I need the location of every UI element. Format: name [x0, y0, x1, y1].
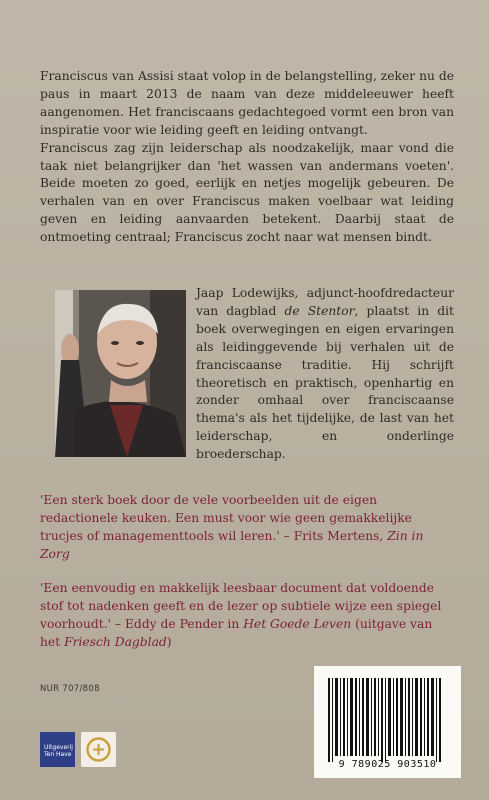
intro-text	[40, 68, 454, 247]
quote-2-source-2: Friesch Dagblad	[64, 634, 167, 649]
isbn-barcode	[314, 666, 461, 778]
bio-rest: , plaatst in dit boek overwegingen en eigen ervaringen als leidinggevende bij verhalen uit de franciscaanse traditie. Hij schrijft theoretisch en praktisch, openhartig en zonder omhaal over franciscaanse thema's als het tijdelijke, de last van het leiderschap, en onderlinge broederschap.	[196, 303, 454, 462]
intro-paragraph-1: Franciscus van Assisi staat volop in de belangstelling, zeker nu de paus in maart 2013 de naam van deze middeleeuwer heeft aangenomen. Het franciscaans gedachtegoed vormt een bron van inspiratie voor wie leiding geeft en leiding ontvangt.	[40, 69, 454, 137]
bio-lead: Jaap Lodewijks, adjunct-hoofdredacteur van dagblad	[196, 286, 454, 318]
review-quote-2	[40, 580, 454, 652]
seal-logo-graphic	[81, 732, 116, 767]
publisher-logo	[40, 732, 75, 767]
intro-paragraph-2: Franciscus zag zijn leiderschap als noodzakelijk, maar vond die taak niet belangrijker dan 'het wassen van andermans voeten'. Beide moeten zo goed, eerlijk en netjes mogelijk gebeuren. De verhalen van en over Franciscus maken voelbaar wat leiding geven en leiding aanvaarden betekent. Daarbij staat de ontmoeting centraal; Franciscus zocht naar wat mensen bindt.	[40, 140, 454, 245]
publisher-logo-text: Uitgeverij Ten Have	[44, 744, 73, 758]
quote-2-end: )	[166, 634, 172, 649]
nur-code: NUR 707/808	[40, 684, 100, 694]
quote-2-mid: (uitgave van het	[40, 616, 433, 649]
quote-1-text: 'Een sterk boek door de vele voorbeelden uit de eigen redactionele keuken. Een must voor wie geen gemakkelijke trucjes of managementtools wil leren.' – Frits Mertens,	[40, 493, 412, 543]
quote-2-text: 'Een eenvoudig en makkelijk leesbaar document dat voldoende stof tot nadenken geeft en de lezer op subtiele wijze een spiegel voorhoudt.' – Eddy de Pender in	[40, 581, 442, 631]
bio-newspaper: de Stentor	[284, 303, 355, 318]
isbn-number: 9 789025 903510	[338, 759, 437, 770]
author-bio	[196, 285, 454, 464]
quote-1-source: Zin in Zorg	[40, 528, 424, 561]
author-portrait-image	[55, 290, 186, 457]
quote-2-source: Het Goede Leven	[243, 616, 352, 631]
review-quote-1	[40, 492, 454, 564]
seal-logo-icon	[81, 732, 116, 767]
author-photo	[55, 290, 186, 457]
